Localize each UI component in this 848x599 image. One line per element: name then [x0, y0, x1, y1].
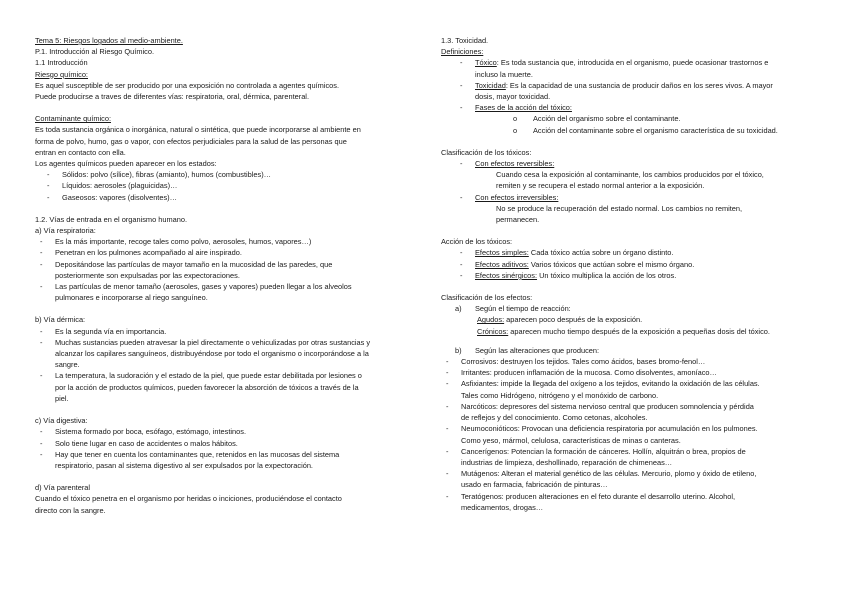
accion-title: Acción de los tóxicos:	[441, 237, 513, 247]
agudos-line: Agudos: aparecen poco después de la exposición.	[477, 315, 643, 325]
list-item: - Neumoconióticos: Provocan una deficiencia respiratoria por acumulación en los pulmones. Como yeso, mármol, celulosa, características de minas o canteras.	[441, 423, 811, 445]
right-column	[441, 35, 811, 513]
clas-toxicos-title: Clasificación de los tóxicos:	[441, 147, 532, 157]
criterion-b: b) Según las alteraciones que producen:	[455, 345, 600, 355]
list-item: - Efectos simples: Cada tóxico actúa sobre un órgano distinto.	[455, 247, 811, 258]
list-item: - Con efectos irreversibles:	[455, 192, 811, 203]
list-item: - Asfixiantes: impide la llegada del oxígeno a los tejidos, evitando la oxidación de las células. Tales como Hidrógeno, nitrógeno y el monóxido de carbono.	[441, 378, 811, 400]
accion-list	[441, 247, 811, 281]
estados-list	[35, 169, 407, 203]
definitions-title: Definiciones:	[441, 47, 484, 57]
list-item: - Depositándose las partículas de mayor tamaño en la mucosidad de las paredes, que posteriormente son expulsadas por las expectoraciones.	[35, 259, 407, 281]
list-item: - Fases de la acción del tóxico:	[455, 102, 811, 113]
list-item: - Solo tiene lugar en caso de accidentes o malos hábitos.	[35, 438, 407, 449]
via-b-title: b) Vía dérmica:	[35, 315, 86, 325]
clas-toxicos-list	[441, 158, 811, 169]
clas-toxicos-list-2	[441, 192, 811, 203]
list-item: - Narcóticos: depresores del sistema nervioso central que producen somnolencia y pérdida de reflejos y del conocimiento. Como cetonas, alcoholes.	[441, 401, 811, 423]
list-item: - Sistema formado por boca, esófago, estómago, intestinos.	[35, 426, 407, 437]
list-item: - Es la más importante, recoge tales como polvo, aerosoles, humos, vapores…)	[35, 236, 407, 247]
fase-item: o Acción del organismo sobre el contaminante.	[441, 113, 811, 124]
irrev-line: No se produce la recuperación del estado normal. Los cambios no remiten,	[496, 203, 743, 213]
contam-line: entran en contacto con ella.	[35, 147, 126, 157]
list-item: - Gaseosos: vapores (disolventes)…	[42, 192, 407, 203]
definitions-list	[441, 57, 811, 113]
via-d-title: d) Vía parenteral	[35, 483, 91, 493]
clas-efectos-title: Clasificación de los efectos:	[441, 293, 533, 303]
list-item: - Tóxico: Es toda sustancia que, introducida en el organismo, puede ocasionar trastornos e incluso la muerte.	[455, 57, 811, 79]
list-item: - Efectos sinérgicos: Un tóxico multiplica la acción de los otros.	[455, 270, 811, 281]
section-p1: P.1. Introducción al Riesgo Químico.	[35, 47, 154, 57]
contam-title: Contaminante químico:	[35, 114, 111, 124]
list-item: - Es la segunda vía en importancia.	[35, 326, 407, 337]
fase-item: o Acción del contaminante sobre el organismo característica de su toxicidad.	[441, 125, 811, 136]
list-item: - Mutágenos: Alteran el material genético de las células. Mercurio, plomo y óxido de etileno, usado en farmacia, fabricación de pinturas…	[441, 468, 811, 490]
riesgo-line: Es aquel susceptible de ser producido por una exposición no controlada a agentes químicos.	[35, 80, 340, 90]
via-a-title: a) Vía respiratoria:	[35, 226, 96, 236]
contam-line: forma de polvo, humo, gas o vapor, con efectos perjudiciales para la salud de las personas que	[35, 136, 347, 146]
alteraciones-list	[441, 356, 811, 513]
via-c-title: c) Vía digestiva:	[35, 416, 88, 426]
contam-line: Es toda sustancia orgánica o inorgánica, natural o sintética, que puede incorporarse al ambiente en	[35, 125, 361, 135]
list-item: - Líquidos: aerosoles (plaguicidas)…	[42, 180, 407, 191]
list-item: - Hay que tener en cuenta los contaminantes que, retenidos en las mucosas del sistema respiratorio, pasan al sistema digestivo al ser expulsados por la expectoración.	[35, 449, 407, 471]
cronicos-line: Crónicos: aparecen mucho tiempo después de la exposición a pequeñas dosis del tóxico.	[477, 326, 770, 336]
list-item: - Corrosivos: destruyen los tejidos. Tales como ácidos, bases bromo-fenol…	[441, 356, 811, 367]
list-item: - Toxicidad: Es la capacidad de una sustancia de producir daños en los seres vivos. A mayor dosis, mayor toxicidad.	[455, 80, 811, 102]
via-b-list	[35, 326, 407, 404]
rev-line: remiten y se recupera el estado normal anterior a la exposición.	[496, 181, 705, 191]
section-1-2: 1.2. Vías de entrada en el organismo humano.	[35, 214, 188, 224]
list-item: - Irritantes: producen inflamación de la mucosa. Como disolventes, amoníaco…	[441, 367, 811, 378]
riesgo-line: Puede producirse a traves de diferentes vías: respiratoria, oral, dérmica, parenteral.	[35, 92, 310, 102]
list-item: - Con efectos reversibles:	[455, 158, 811, 169]
list-item: - Teratógenos: producen alteraciones en el feto durante el desarrollo uterino. Alcohol, medicamentos, drogas…	[441, 491, 811, 513]
list-item: - La temperatura, la sudoración y el estado de la piel, que puede estar debilitada por lesiones o por la acción de productos químicos, pueden favorecer la absorción de tóxicos a través de la piel.	[35, 370, 407, 404]
via-d-line: directo con la sangre.	[35, 505, 106, 515]
via-d-line: Cuando el tóxico penetra en el organismo por heridas o inciciones, produciéndose el contacto	[35, 494, 342, 504]
contam-line: Los agentes químicos pueden aparecer en los estados:	[35, 159, 217, 169]
section-1-1: 1.1 Introducción	[35, 58, 88, 68]
riesgo-title: Riesgo químico:	[35, 69, 88, 79]
left-column	[35, 35, 407, 516]
rev-line: Cuando cesa la exposición al contaminante, los cambios producidos por el tóxico,	[496, 170, 764, 180]
theme-title: Tema 5: Riesgos logados al medio-ambiente.	[35, 36, 183, 45]
via-c-list	[35, 426, 407, 471]
section-1-3: 1.3. Toxicidad.	[441, 36, 489, 45]
via-a-list	[35, 236, 407, 303]
list-item: - Sólidos: polvo (sílice), fibras (amianto), humos (combustibles)…	[42, 169, 407, 180]
criterion-a: a) Según el tiempo de reacción:	[455, 304, 571, 314]
list-item: - Muchas sustancias pueden atravesar la piel directamente o vehiculizadas por otras sustancias y alcanzar los capilares sanguíneos, distribuyéndose por todo el organismo o incorporándose a la sangre.	[35, 337, 407, 371]
list-item: - Las partículas de menor tamaño (aerosoles, gases y vapores) pueden llegar a los alveolos pulmonares e incorporarse al riego sanguíneo.	[35, 281, 407, 303]
list-item: - Cancerígenos: Potencian la formación de cánceres. Hollín, alquitrán o brea, propios de industrias de limpieza, deshollinado, reparación de chimeneas…	[441, 446, 811, 468]
irrev-line: permanecen.	[496, 215, 540, 225]
list-item: - Penetran en los pulmones acompañado al aire inspirado.	[35, 247, 407, 258]
list-item: - Efectos aditivos: Varios tóxicos que actúan sobre el mismo órgano.	[455, 259, 811, 270]
